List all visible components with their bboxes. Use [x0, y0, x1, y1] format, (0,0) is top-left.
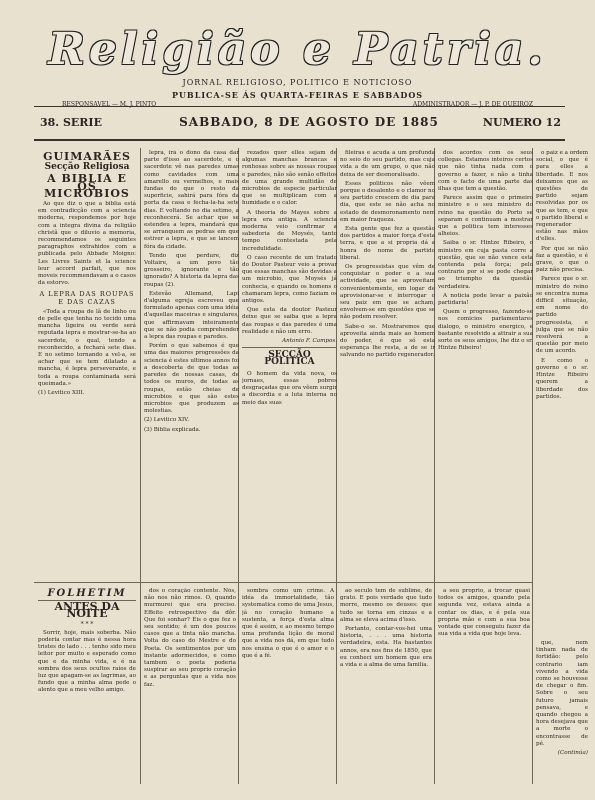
column-divider: [140, 148, 141, 784]
paragraph: dos o coração contente. Nós, não nos não rimos. O, quando murmurei que era preciso. Effeito retrospectivo da dôr. Que foi sonhar? Eis o que fez o seu sentido; é um dos poucos casos que a tinta não mancha. Volta do caso do Mestre e do Poeta. Os sentimentos por um instante adormecidos, e como tambem o poeta poderia suspirar ao seu proprio coração e as perguntas que a vida nos faz.: [144, 588, 236, 688]
paragraph: Esses politicos não vêem porque o desalento e o clamor no seu partido crescem de dia para dia, que este se não acha no estado de desmoronamento nem em maior fraqueza.: [340, 180, 435, 223]
paragraph: A noticia pode levar a paixão partidaria!: [438, 292, 533, 307]
issue-date: SABBADO, 8 DE AGOSTO DE 1885: [179, 115, 439, 129]
series-number: 38. SERIE: [40, 116, 102, 129]
newspaper-subtitle: JORNAL RELIGIOSO, POLITICO E NOTICIOSO: [182, 78, 413, 87]
paragraph: a seu proprio, a trocar quasi todos os amigos, quando pela segunda vez, estava ainda a contar os dias, e é pela sua propria mão e com a sua boa vontade que conseguiu fazer da sua vida a vida que hoje leva.: [438, 588, 530, 638]
folhetim-column-2: [144, 588, 236, 784]
section-heading: Secção Religiosa: [44, 162, 130, 173]
paragraph: Por que se não faz a questão, e é grave, o que o paiz não precisa.: [536, 245, 588, 274]
article-title: A BIBLIA E OS MICROBIOS: [44, 172, 130, 200]
column-3: [242, 150, 337, 580]
folhetim-column-6: [536, 640, 588, 786]
folhetim-rule: [34, 582, 532, 583]
paragraph: dos acordos com os seus collegas. Estamos inteiros certos que não tinha nada com o governo a fazer, e não a tinha com o facto de uma parte das ilhas que tem a questão.: [438, 150, 533, 193]
paragraph: Quem o progresso, fazendo-se nos comicios parlamentares dialogo, o ministro energico, e bastante resolvido a attrair a sua sorte os seus amigos, lhe diz o sr. Hintze Ribeiro!: [438, 309, 533, 352]
paragraph: Porém o que sabemos é que uma das maiores progressões da sciencia é estes ultimos annos foi a descoberta de que todas as paredes de nossas casas, de todos os muros, de todas as roupas, estão cheias de microbios e que são estes microbios que produzem as molestias.: [144, 343, 239, 415]
paragraph: «Toda a roupa de lã de linho ou de pelle que tenha no tecido uma mancha ligeira ou verde será reputada lepra e mostrar-se-ha ao sacerdote, o qual, tendo a reconhecido, a fechará sete dias. E no setimo tornando a vel-a, se achar que se tem dilatado a mancha, é lepra perseverante, e toda a roupa contaminada será queimada.»: [38, 308, 136, 387]
paragraph: Os progressistas que vêm de conquistar o poder e a sua actividade, que se aproveitam convenientemente, em logar de aprovisionar-se e interrogar o seu paiz em que se acham, envolvem-se em questões que se não podem resolver.: [340, 264, 435, 321]
paragraph: Parece que o sr. ministro do reino se encontra numa difficil situação, em nome do partido progressista, e julga que se não resolverá a questão por meio de um acordo.: [536, 276, 588, 355]
paragraph: Que esta da doutor Pasteur deixe que se saiba que a lepra das roupas e das paredes é uma realidade e não um erro.: [242, 307, 337, 335]
continued-note: (Continúa): [557, 750, 588, 757]
ornament: * * *: [80, 620, 94, 628]
administrator: ADMINISTRADOR — J. P. DE QUEIROZ: [412, 101, 533, 108]
folhetim-column-1: [38, 588, 136, 784]
column-4: [340, 150, 435, 580]
footnote: (2) Levitico XIV.: [144, 417, 190, 424]
folhetim-title: ANTES DA NOITE: [54, 600, 120, 621]
signature: Antonio F. Campos.: [282, 338, 337, 345]
folhetim-column-5: [438, 588, 530, 784]
column-1: [38, 150, 136, 580]
paragraph: Esta gente que fez a questão dos partidos a maior força d'esta terra, e que a si propria dá a honra do nome de partido liberal.: [340, 226, 435, 261]
paragraph: A theoria do Mayes sobre a lepra era antiga. A sciencia moderna veio confirmar a sabedoria de Moysés, tanto tempo contestada pela incredulidade.: [242, 209, 337, 252]
responsible-editor: RESPONSAVEL — M. J. PINTO: [62, 101, 157, 108]
publication-schedule: PUBLICA-SE ÁS QUARTA-FEIRAS E SABBADOS: [171, 90, 424, 100]
paragraph: Sorrir, hoje, mais soberba. Não poderia contar mas é nessa hora tristes do lado . . . tenho sido meu leitor por muito e esperado como que e da minha vida, e é na sombra dos seus ocultos raios de luz que apagam-se as lagrimas, ao fundo que a minha alma pede o alento que a meu velho amigo.: [38, 629, 136, 694]
paragraph: O caso recente de um tratado do Doutor Pasteur veio a provar que essas manchas são devidas a um microbio, que Moysés já conhecia, e quando os homens o chamaram lepra, como faziam os antigos.: [242, 254, 337, 305]
paragraph: Saiba o sr. Hintze Ribeiro, o ministro em cuja pasta corre a questão, que se não vence esta contenda pela força; pelo contrario por si se pode chegar ao triumpho da questão verdadeira.: [438, 240, 533, 290]
masthead-rule-bottom: [34, 139, 565, 141]
paragraph: que, nem tinham nada de fortidão: pelo contrario iam vivendo a vida como se houvesse de chegar o fim. Sobre o seu futuro jamais pensava, e quando chegou a hora desejava que a morte o encontrasse de pé.: [536, 640, 588, 747]
paragraph: Portanto, contar-vos-hei uma historia, . . . uma historia verdadeira, esta. Ha bastantes annos, era nos fins de 1850, que eu conheci um homem que era a vida e a alma de uma familia.: [340, 626, 432, 669]
paragraph: O homem da vida nova, os jornaes, essas pobres desgraçadas que ora vêem surgir a discordia e a luta interna no meio das suas: [242, 370, 337, 406]
paragraph: sombra como um crime. A idéa da immortalidade, tão systematica como de uma Jesus, já no coração humano a sustenta, a força d'esta alma que é assim, e ao mesmo tempo uma profunda lição de moral que a vida nos dá, em que tudo nos ensina o que é o amor e o que é a fé.: [242, 588, 334, 659]
paragraph: Tendo que perdure, diz Voltaire, a um povo tão grosseiro, ignorante e tão ignorado? A historia da lepra das roupas (2).: [144, 252, 239, 288]
issue-number: NUMERO 12: [482, 116, 561, 129]
paragraph: lepra, irá o dono da casa dar parte d'isso ao sacerdote, e o sacerdote vê nas paredes umas como cavidades com uma amarello ou vermelhos, e mais fundas do que o resto da superficie, sahirá para fóra da porta da casa e fecha-la-ha sete dias. E voltando no dia setimo, a reconhecerá. Se achar que se estendeu a lepra, mandará que se arranquem as pedras em que estiver a lepra, e que se lancem fóra da cidade.: [144, 150, 239, 250]
footnote: (1) Levitico XIII.: [38, 390, 85, 397]
dateline: [34, 108, 565, 138]
paragraph: Estevão Allemand, Lapi d'alguma egreja escreveu que formulado apenas com uma idéia d'aquellas maceiras e singulares, que affirmavam inteiramente que se não podia comprehender a lepra das roupas e paredes.: [144, 290, 239, 341]
masthead-rule-top: [34, 106, 565, 107]
subheading: A LEPRA DAS ROUPAS E DAS CAZAS: [39, 290, 135, 306]
folhetim-column-4: [340, 588, 432, 784]
paragraph: rezados quer elles sejam de algumas manchas brancas e ronhosas sobre as nossas roupas e paredes, não são senão effeitos de uma grande multidão de microbios de especie particular que se multiplicam com a humidade e o calor.: [242, 150, 337, 207]
paragraph: E como o governo e o sr. Hintze Ribeiro querem a liberdade dos partidos.: [536, 357, 588, 400]
column-2: [144, 150, 239, 580]
footnote: (3) Biblia explicada.: [144, 426, 201, 433]
masthead: [0, 6, 595, 106]
column-5: [438, 150, 533, 580]
paragraph: Parece assim que o primeiro ministro e o seu ministro do reino na questão do Porto se separam e continuam a mostrar que a politica tem interesses alheios.: [438, 195, 533, 238]
paragraph: fileiras e acuda a um profunda no seio do seu partido, mas cuja vida a de um grupo, o que não deixa de ser desmoralisado.: [340, 150, 435, 178]
folhetim-column-3: [242, 588, 334, 784]
paragraph: Sabe-o se. Mostraremos que aproveita ainda mais ao homem do poder, é que só esta esperança lhe resta, a de se ir salvando no partido regenerador.: [340, 323, 435, 359]
folhetim-label: FOLHETIM: [47, 588, 127, 599]
newspaper-title: Religião e Patria.: [48, 24, 547, 75]
section-heading: SECÇÃO POLITICA: [242, 347, 337, 366]
paragraph: ao seculo tem de sublime, de grato. E pois verdade que tudo morre, mesmo os deuses: que tudo se torna em cinzas e a alma se eleva acima d'isso.: [340, 588, 432, 623]
paragraph: o paiz e a ordem social, o que é para elles a liberdade. E nos deixamos que as questões de partido sejam resolvidas por os que as tem, e que o partido liberal e regenerador estão nas mãos d'elles.: [536, 150, 588, 243]
paragraph: Ao que diz o que a biblia está em contradicção com a sciencia moderna, respondemos por hoje com a integra divina da religião christã que o diluvio a memoria, recommendamos os seguintes paragraphos extrahidos com a publicada pelo Abbade Moigno: Les Livres Saints et la science leur accord parfait, que nos moveis recommendavam a o casos da estorvo.: [38, 201, 136, 287]
city-heading: GUIMARÃES: [43, 150, 131, 163]
